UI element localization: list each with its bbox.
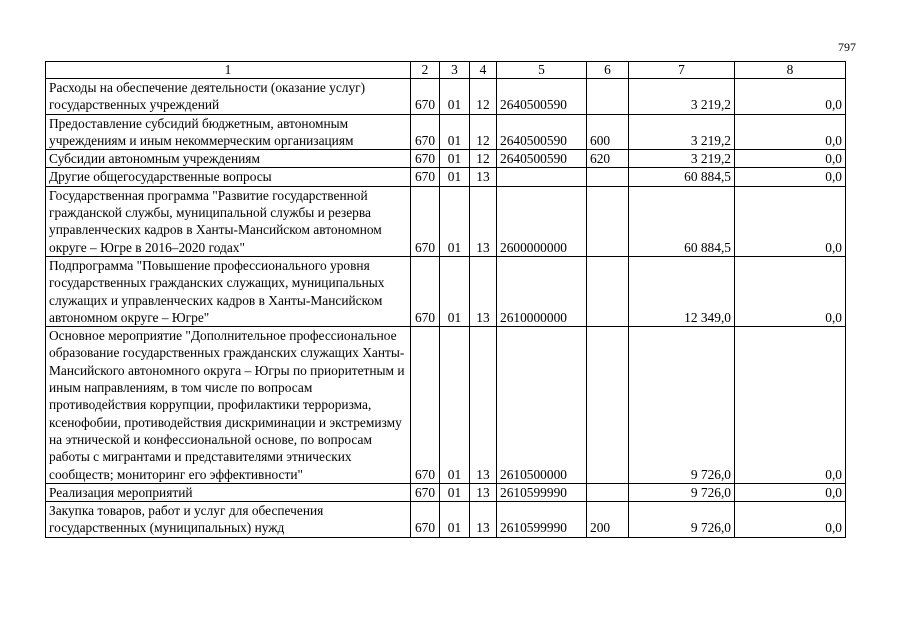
rz-cell: 01 <box>440 150 470 168</box>
row-name: Государственная программа "Развитие государственной гражданской службы, муниципальной службы и резерва управленческих кадров в Ханты-Мансийском автономном округе – Югре в 2016–2020 годах" <box>46 186 411 256</box>
rz-cell: 01 <box>440 502 470 538</box>
vr-cell <box>587 483 629 501</box>
vr-cell <box>587 256 629 326</box>
rz-cell: 01 <box>440 168 470 186</box>
sum2-cell: 0,0 <box>735 256 846 326</box>
vr-cell: 600 <box>587 114 629 150</box>
sum-cell: 3 219,2 <box>629 150 735 168</box>
table-row <box>46 150 846 168</box>
header-cell: 3 <box>440 62 470 79</box>
header-row <box>46 62 846 79</box>
csr-cell: 2610500000 <box>497 327 587 484</box>
grbs-cell: 670 <box>411 256 440 326</box>
sum2-cell: 0,0 <box>735 150 846 168</box>
csr-cell: 2640500590 <box>497 79 587 115</box>
sum-cell: 9 726,0 <box>629 502 735 538</box>
table-row <box>46 186 846 256</box>
vr-cell: 200 <box>587 502 629 538</box>
csr-cell <box>497 168 587 186</box>
sum-cell: 3 219,2 <box>629 79 735 115</box>
rz-cell: 01 <box>440 114 470 150</box>
row-name: Закупка товаров, работ и услуг для обеспечения государственных (муниципальных) нужд <box>46 502 411 538</box>
sum-cell: 60 884,5 <box>629 186 735 256</box>
table-row <box>46 168 846 186</box>
pr-cell: 13 <box>470 186 497 256</box>
grbs-cell: 670 <box>411 502 440 538</box>
row-name: Основное мероприятие "Дополнительное профессиональное образование государственных гражданских служащих Ханты-Мансийского автономного округа – Югры по приоритетным и иным направлениям, в том числе по вопросам противодействия коррупции, профилактики терроризма, ксенофобии, противодействия дискриминации и экстремизму на этнической и конфессиональной основе, по вопросам работы с мигрантами и представителями этнических сообществ; мониторинг его эффективности" <box>46 327 411 484</box>
budget-table <box>45 61 846 538</box>
grbs-cell: 670 <box>411 186 440 256</box>
table-row <box>46 502 846 538</box>
vr-cell: 620 <box>587 150 629 168</box>
table-row <box>46 256 846 326</box>
row-name: Субсидии автономным учреждениям <box>46 150 411 168</box>
pr-cell: 13 <box>470 483 497 501</box>
pr-cell: 13 <box>470 502 497 538</box>
csr-cell: 2610599990 <box>497 483 587 501</box>
sum-cell: 9 726,0 <box>629 327 735 484</box>
header-cell: 8 <box>735 62 846 79</box>
header-cell: 4 <box>470 62 497 79</box>
sum2-cell: 0,0 <box>735 186 846 256</box>
sum2-cell: 0,0 <box>735 79 846 115</box>
sum-cell: 3 219,2 <box>629 114 735 150</box>
table-row <box>46 114 846 150</box>
csr-cell: 2640500590 <box>497 114 587 150</box>
vr-cell <box>587 168 629 186</box>
rz-cell: 01 <box>440 327 470 484</box>
csr-cell: 2610000000 <box>497 256 587 326</box>
sum2-cell: 0,0 <box>735 114 846 150</box>
csr-cell: 2640500590 <box>497 150 587 168</box>
row-name: Расходы на обеспечение деятельности (оказание услуг) государственных учреждений <box>46 79 411 115</box>
header-cell: 2 <box>411 62 440 79</box>
sum-cell: 12 349,0 <box>629 256 735 326</box>
pr-cell: 13 <box>470 256 497 326</box>
rz-cell: 01 <box>440 483 470 501</box>
sum2-cell: 0,0 <box>735 168 846 186</box>
page-number: 797 <box>838 40 856 54</box>
csr-cell: 2610599990 <box>497 502 587 538</box>
row-name: Подпрограмма "Повышение профессионального уровня государственных гражданских служащих, муниципальных служащих и управленческих кадров в Ханты-Мансийском автономном округе – Югре" <box>46 256 411 326</box>
rz-cell: 01 <box>440 256 470 326</box>
header-cell: 6 <box>587 62 629 79</box>
sum-cell: 60 884,5 <box>629 168 735 186</box>
rz-cell: 01 <box>440 186 470 256</box>
vr-cell <box>587 327 629 484</box>
grbs-cell: 670 <box>411 327 440 484</box>
pr-cell: 13 <box>470 168 497 186</box>
header-cell: 7 <box>629 62 735 79</box>
grbs-cell: 670 <box>411 150 440 168</box>
grbs-cell: 670 <box>411 483 440 501</box>
vr-cell <box>587 186 629 256</box>
row-name: Реализация мероприятий <box>46 483 411 501</box>
vr-cell <box>587 79 629 115</box>
csr-cell: 2600000000 <box>497 186 587 256</box>
header-cell: 5 <box>497 62 587 79</box>
grbs-cell: 670 <box>411 168 440 186</box>
header-cell: 1 <box>46 62 411 79</box>
table-row <box>46 79 846 115</box>
rz-cell: 01 <box>440 79 470 115</box>
pr-cell: 13 <box>470 327 497 484</box>
pr-cell: 12 <box>470 79 497 115</box>
grbs-cell: 670 <box>411 79 440 115</box>
table-row <box>46 483 846 501</box>
row-name: Предоставление субсидий бюджетным, автономным учреждениям и иным некоммерческим организациям <box>46 114 411 150</box>
pr-cell: 12 <box>470 114 497 150</box>
sum2-cell: 0,0 <box>735 327 846 484</box>
row-name: Другие общегосударственные вопросы <box>46 168 411 186</box>
sum2-cell: 0,0 <box>735 502 846 538</box>
grbs-cell: 670 <box>411 114 440 150</box>
pr-cell: 12 <box>470 150 497 168</box>
table-row <box>46 327 846 484</box>
sum-cell: 9 726,0 <box>629 483 735 501</box>
sum2-cell: 0,0 <box>735 483 846 501</box>
